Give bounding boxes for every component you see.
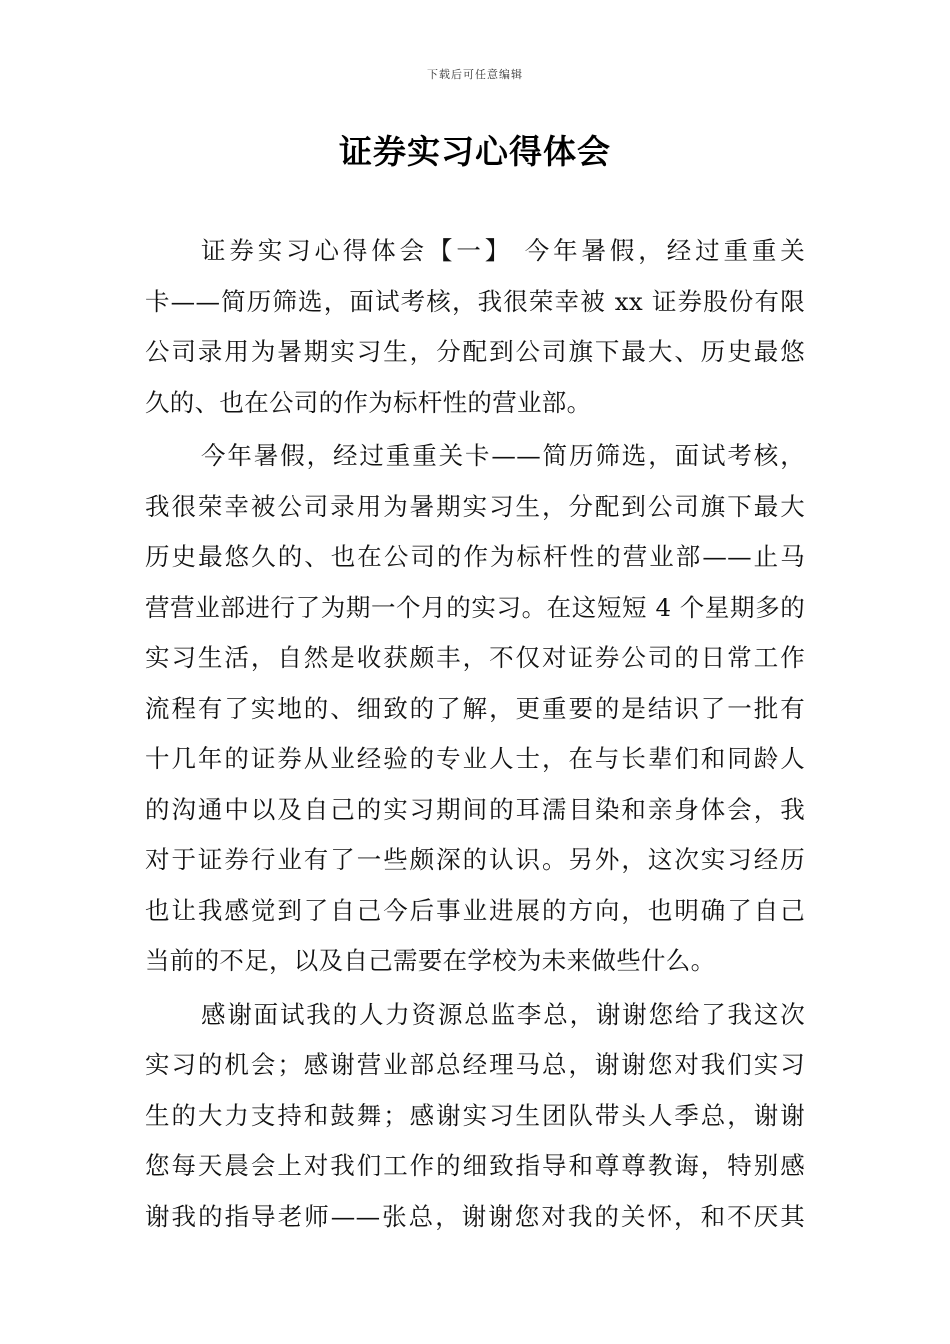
paragraph-3 [145, 990, 805, 1243]
text-line: 今年暑假，经过重重关卡——简历筛选，面试考核， [201, 441, 805, 470]
text-line: 公司录用为暑期实习生，分配到公司旗下最大、历史最悠 [145, 337, 805, 366]
text-line: 实习的机会；感谢营业部总经理马总，谢谢您对我们实习 [145, 1050, 805, 1079]
text-line: 感谢面试我的人力资源总监李总，谢谢您给了我这次 [201, 999, 805, 1029]
paragraph-1 [145, 226, 805, 428]
text-line: 对于证券行业有了一些颇深的认识。另外，这次实习经历 [145, 845, 805, 874]
text-line: 实习生活，自然是收获颇丰，不仅对证券公司的日常工作 [145, 643, 805, 672]
document-title: 证券实习心得体会 [339, 132, 611, 171]
document-body [145, 226, 805, 1242]
paragraph-2 [145, 431, 805, 987]
text-line: 的沟通中以及自己的实习期间的耳濡目染和亲身体会，我 [145, 794, 805, 824]
text-line: 我很荣幸被公司录用为暑期实习生，分配到公司旗下最大 [145, 491, 805, 521]
text-line: 您每天晨会上对我们工作的细致指导和尊尊教诲，特别感 [145, 1151, 805, 1180]
text-line: 十几年的证券从业经验的专业人士，在与长辈们和同龄人 [145, 744, 805, 773]
text-line: 卡——简历筛选，面试考核，我很荣幸被 xx 证券股份有限 [145, 286, 805, 316]
text-line: 生的大力支持和鼓舞；感谢实习生团队带头人季总，谢谢 [145, 1100, 805, 1130]
header-note: 下载后可任意编辑 [427, 68, 523, 81]
text-line: 流程有了实地的、细致的了解，更重要的是结识了一批有 [145, 693, 805, 723]
text-line: 证券实习心得体会【一】 今年暑假，经过重重关 [201, 236, 805, 265]
text-line: 营营业部进行了为期一个月的实习。在这短短 4 个星期多的 [145, 592, 805, 622]
text-line: 也让我感觉到了自己今后事业进展的方向，也明确了自己 [145, 895, 805, 925]
text-line: 当前的不足，以及自己需要在学校为未来做些什么。 [145, 946, 716, 975]
text-line: 久的、也在公司的作为标杆性的营业部。 [145, 387, 592, 417]
text-line: 谢我的指导老师——张总，谢谢您对我的关怀，和不厌其 [145, 1201, 805, 1231]
text-line: 历史最悠久的、也在公司的作为标杆性的营业部——止马 [145, 542, 805, 571]
